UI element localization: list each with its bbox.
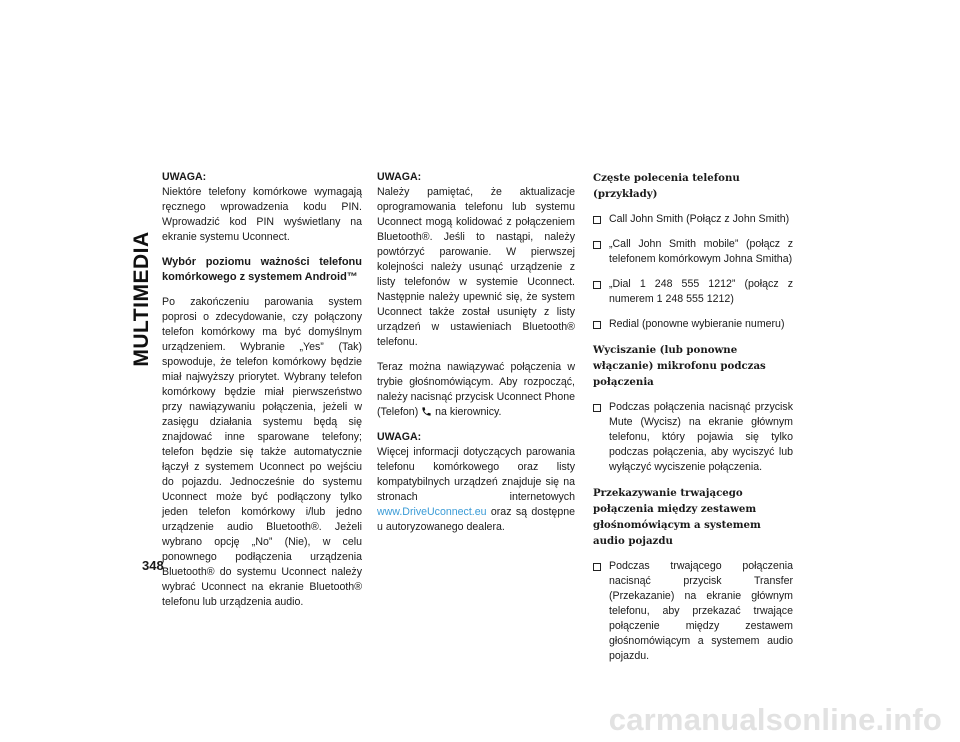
section-heading: Wyciszanie (lub ponowne włączanie) mikrofonu podczas połączenia [593, 344, 766, 388]
checkbox-icon [593, 216, 601, 224]
column-3 [593, 170, 793, 674]
note-text: Niektóre telefony komórkowe wymagają ręcznego wprowadzenia kodu PIN. Wprowadzić kod PIN wyświetlany na ekranie systemu Uconnect. [162, 186, 362, 243]
list-item [593, 400, 793, 475]
list-item-text: „Dial 1 248 555 1212” (połącz z numerem 1 248 555 1212) [609, 278, 793, 305]
section-heading: Przekazywanie trwającego połączenia między zestawem głośnomówiącym a systemem audio pojazdu [593, 487, 761, 547]
column-1 [162, 170, 362, 620]
page-number: 348 [142, 558, 164, 573]
section-heading: Częste polecenia telefonu (przykłady) [593, 172, 740, 200]
note-label: UWAGA: [377, 431, 422, 443]
note-label: UWAGA: [377, 171, 422, 183]
body-text: Teraz można nawiązywać połączenia w trybie głośnomówiącym. Aby rozpocząć, należy nacisnąć przycisk Uconnect Phone (Telefon) [377, 361, 575, 418]
section-heading: Wybór poziomu ważności telefonu komórkowego z systemem Android™ [162, 256, 362, 283]
list-item [593, 212, 793, 227]
checkbox-icon [593, 563, 601, 571]
list-item-text: Redial (ponowne wybieranie numeru) [609, 318, 785, 330]
section-tab [126, 164, 158, 434]
body-paragraph: Po zakończeniu parowania system poprosi o zdecydowanie, czy połączony telefon komórkowy ma być domyślnym urządzeniem. Wybranie „Yes” (Tak) spowoduje, że telefon komórkowy będzie miał najwyższy priorytet. Wybrany telefon komórkowy będzie miał pierwszeństwo przy nawiązywaniu połączenia, jeżeli w zasięgu działania systemu będą się znajdować inne sparowane telefony; telefon będzie się także automatycznie łączył z systemem Uconnect po wejściu do pojazdu. Jednocześnie do systemu Uconnect może być podłączony tylko jeden telefon komórkowy i/lub jedno urządzenie audio Bluetooth®. Jeżeli wybrano opcję „No” (Nie), w celu ponownego podłączenia urządzenia Bluetooth® do systemu Uconnect należy wybrać Uconnect na ekranie Bluetooth® telefonu lub urządzenia audio. [162, 296, 362, 608]
checkbox-icon [593, 404, 601, 412]
column-2 [377, 170, 575, 545]
list-item-text: Call John Smith (Połącz z John Smith) [609, 213, 790, 225]
checkbox-icon [593, 321, 601, 329]
checkbox-icon [593, 281, 601, 289]
body-text: na kierownicy. [435, 406, 502, 418]
note-text [377, 445, 575, 535]
watermark: carmanualsonline.info [608, 702, 942, 737]
list-item-text: Podczas połączenia nacisnąć przycisk Mute (Wycisz) na ekranie głównym telefonu, który pojawia się tylko podczas połączenia, aby wyciszyć lub wyłączyć wyciszenie połączenia. [609, 401, 793, 473]
website-link[interactable]: www.DriveUconnect.eu [377, 506, 487, 518]
list-item-text: „Call John Smith mobile” (połącz z telefonem komórkowym Johna Smitha) [609, 238, 793, 265]
list-item [593, 559, 793, 664]
note-text-part: oraz są dostępne u autoryzowanego dealera. [377, 506, 575, 533]
phone-icon [421, 406, 432, 417]
note-text-part: Więcej informacji dotyczących parowania telefonu komórkowego oraz listy kompatybilnych urządzeń znajduje się na stronach internetowych [377, 446, 575, 503]
section-tab-label: MULTIMEDIA [130, 231, 153, 367]
list-item-text: Podczas trwającego połączenia nacisnąć przycisk Transfer (Przekazanie) na ekranie głównym telefonu, aby przekazać trwające połączenie między zestawem głośnomówiącym a systemem audio pojazdu. [609, 560, 793, 662]
note-text: Należy pamiętać, że aktualizacje oprogramowania telefonu lub systemu Uconnect mogą kolidować z połączeniem Bluetooth®. Jeśli to nastąpi, należy powtórzyć parowanie. W pierwszej kolejności należy usunąć urządzenie z listy telefonów w systemie Uconnect. Następnie należy upewnić się, że system Uconnect także został usunięty z listy urządzeń w ustawieniach Bluetooth® telefonu. [377, 186, 575, 348]
list-item [593, 237, 793, 267]
body-paragraph [377, 360, 575, 420]
list-item [593, 277, 793, 307]
note-label: UWAGA: [162, 171, 207, 183]
checkbox-icon [593, 241, 601, 249]
list-item [593, 317, 793, 332]
